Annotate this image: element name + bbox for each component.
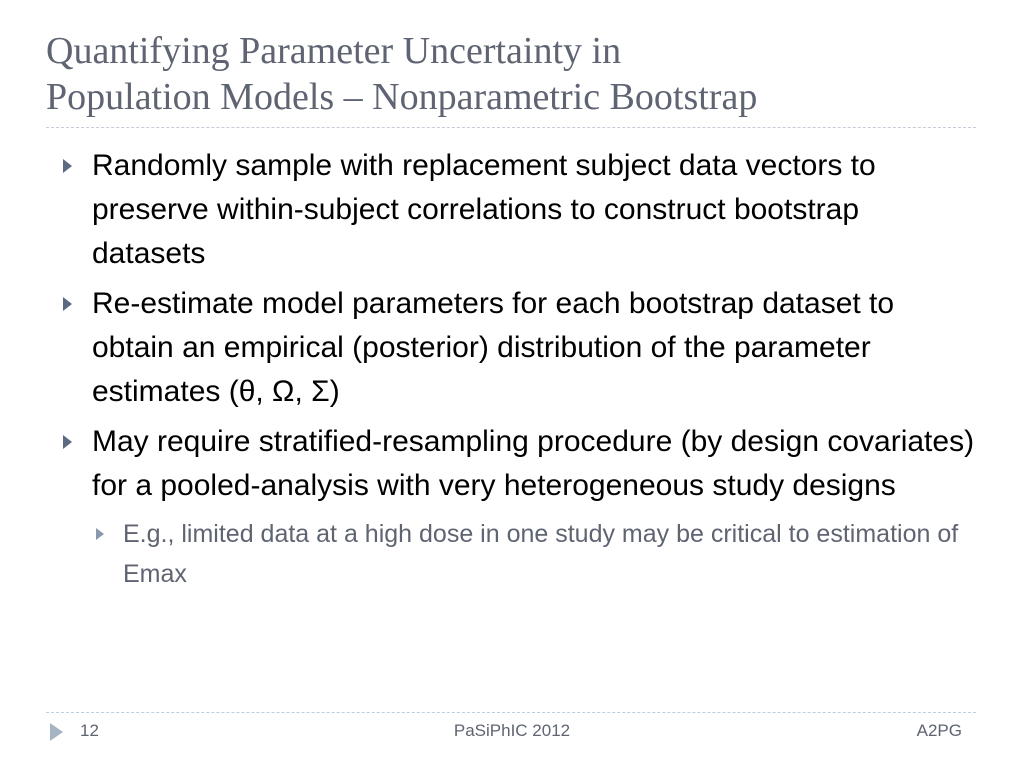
bullet-arrow-icon [63,297,72,311]
bullet-item [60,282,980,414]
bullet-text: Randomly sample with replacement subject data vectors to preserve within-subject correlations to construct bootstrap datasets [92,149,876,270]
bullet-item [60,144,980,276]
bullet-text: May require stratified-resampling procedure (by design covariates) for a pooled-analysis with very heterogeneous study designs [92,425,975,502]
title-line-1: Quantifying Parameter Uncertainty in [46,30,622,72]
bullet-text: Re-estimate model parameters for each bootstrap dataset to obtain an empirical (posterior) distribution of the parameter estimates (θ, Ω, Σ) [92,287,895,408]
bullet-arrow-icon [63,159,72,173]
footer-organization: A2PG [916,721,962,740]
sub-bullet-item [92,514,980,594]
bullet-arrow-icon [63,435,72,449]
sub-bullet-arrow-icon [96,528,104,540]
footer-divider [46,712,976,713]
bullet-item [60,420,980,508]
slide-title [46,28,996,120]
footer-conference: PaSiPhIC 2012 [453,721,571,740]
page-number: 12 [80,721,99,740]
title-divider [46,127,976,128]
slide-content [60,144,980,594]
sub-bullet-text: E.g., limited data at a high dose in one study may be critical to estimation of Emax [123,520,959,588]
title-line-2: Population Models – Nonparametric Bootstrap [46,76,758,118]
